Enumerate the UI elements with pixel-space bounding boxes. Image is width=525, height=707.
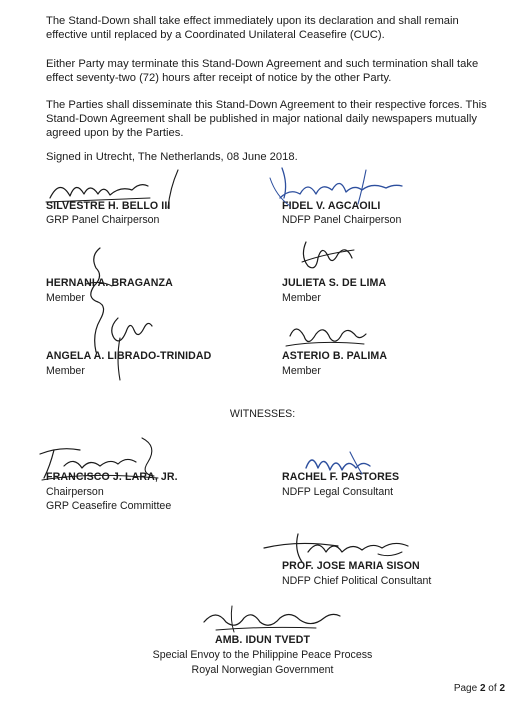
signature-braganza — [80, 246, 120, 356]
witness-name-tvedt: AMB. IDUN TVEDT — [214, 634, 311, 646]
witness-role-pastores: NDFP Legal Consultant — [282, 486, 394, 498]
signature-librado — [100, 308, 160, 383]
signatory-name-delima: JULIETA S. DE LIMA — [282, 277, 387, 289]
paragraph-termination: Either Party may terminate this Stand-Down Agreement and such termination shall take effect seventy-two (72) hours after receipt of notice by the other Party. — [46, 58, 479, 85]
signatory-role-librado: Member — [46, 365, 85, 377]
witness-role-tvedt-1: Special Envoy to the Philippine Peace Process — [152, 649, 373, 661]
witness-role-lara-2: GRP Ceasefire Committee — [46, 500, 172, 512]
signature-delima — [294, 236, 364, 276]
signatory-role-bello: GRP Panel Chairperson — [46, 214, 160, 226]
paragraph-dissemination: The Parties shall disseminate this Stand-Down Agreement to their respective forces. This Stand-Down Agreement shall be published in major national daily newspapers mutually agreed upon by the Parties. — [46, 99, 487, 140]
signatory-role-braganza: Member — [46, 292, 85, 304]
signatory-role-delima: Member — [282, 292, 321, 304]
witness-name-lara: FRANCISCO J. LARA, JR. — [46, 471, 178, 483]
signatory-name-librado: ANGELA A. LIBRADO-TRINIDAD — [46, 350, 212, 362]
signatory-name-braganza: HERNANI A. BRAGANZA — [46, 277, 173, 289]
signatory-name-palima: ASTERIO B. PALIMA — [282, 350, 388, 362]
signatory-role-agcaoili: NDFP Panel Chairperson — [282, 214, 402, 226]
signatory-name-agcaoili: FIDEL V. AGCAOILI — [282, 200, 381, 212]
witness-role-sison: NDFP Chief Political Consultant — [282, 575, 432, 587]
signed-place-date: Signed in Utrecht, The Netherlands, 08 June 2018. — [46, 151, 298, 163]
signature-tvedt — [196, 600, 346, 638]
paragraph-stand-down-effect: The Stand-Down shall take effect immediately upon its declaration and shall remain effective until replaced by a Coordinated Unilateral Ceasefire (CUC). — [46, 15, 459, 42]
witness-role-lara-1: Chairperson — [46, 486, 104, 498]
witness-name-sison: PROF. JOSE MARIA SISON — [282, 560, 420, 572]
witness-name-pastores: RACHEL F. PASTORES — [282, 471, 400, 483]
signatory-name-bello: SILVESTRE H. BELLO III — [46, 200, 171, 212]
signatory-role-palima: Member — [282, 365, 321, 377]
page-number: Page 2 of 2 — [453, 683, 505, 694]
witness-role-tvedt-2: Royal Norwegian Government — [191, 664, 334, 676]
witnesses-heading: WITNESSES: — [229, 408, 296, 420]
